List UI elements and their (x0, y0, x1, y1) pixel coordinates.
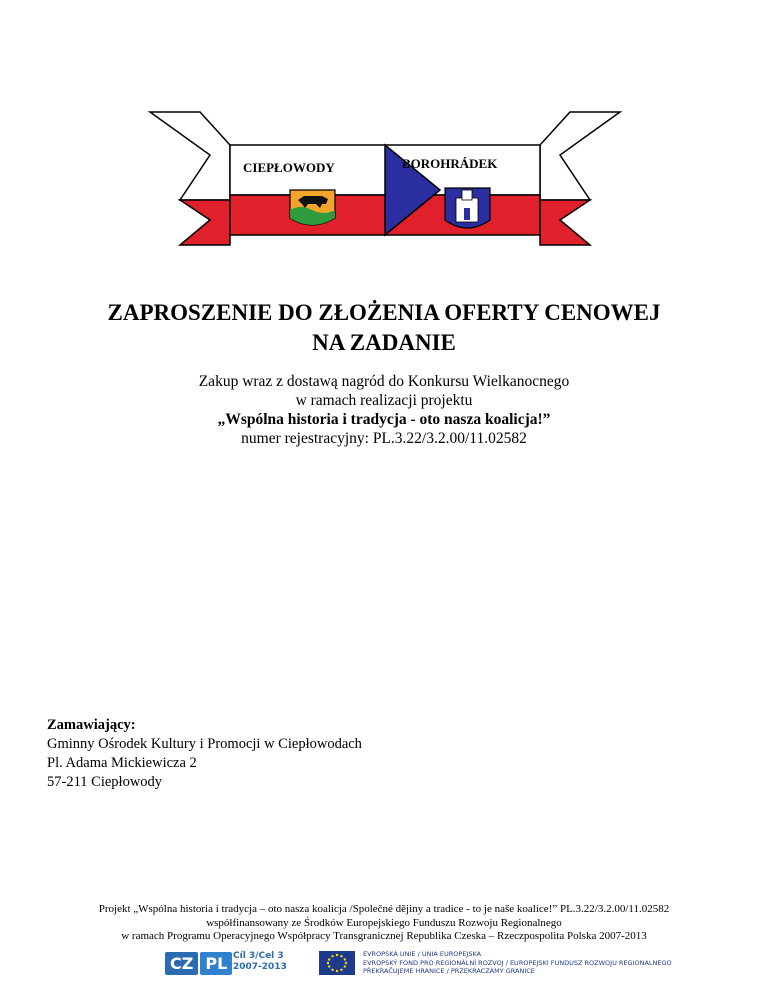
cel-line-2: 2007-2013 (233, 962, 287, 972)
title-line-2: NA ZADANIE (312, 330, 456, 355)
cel3-logo (233, 951, 287, 973)
orderer-block (47, 716, 362, 792)
partnership-banner-logo (140, 100, 630, 250)
registration-number: numer rejestracyjny: PL.3.22/3.2.00/11.02582 (241, 430, 527, 447)
logo-pl: PL (200, 952, 232, 975)
logo-cz: CZ (165, 952, 198, 975)
eu-line-1: EVROPSKÁ UNIE / UNIA EUROPEJSKA (363, 950, 482, 958)
cel-line-1: Cíl 3/Cel 3 (233, 951, 284, 961)
borohradek-coat-of-arms-icon (445, 188, 490, 228)
right-ribbon-tail (540, 112, 620, 200)
subtitle-line-2: w ramach realizacji projektu (295, 392, 473, 409)
footer-line-3: w ramach Programu Operacyjnego Współpracy Transgranicznej Republika Czeska – Rzeczpospolita Polska 2007-2013 (121, 930, 647, 942)
footer-line-2: współfinansowany ze Środków Europejskiego Funduszu Rozwoju Regionalnego (206, 916, 562, 929)
eu-line-2: EVROPSKÝ FOND PRO REGIONÁLNÍ ROZVOJ / EUROPEJSKI FUNDUSZ ROZWOJU REGIONALNEGO (363, 958, 672, 967)
orderer-label: Zamawiający: (47, 717, 136, 733)
footer-logos (165, 950, 672, 976)
cz-pl-logo (165, 950, 232, 976)
cieplowody-coat-of-arms-icon (290, 190, 335, 225)
title-line-1: ZAPROSZENIE DO ZŁOŻENIA OFERTY CENOWEJ (107, 300, 661, 325)
left-ribbon-tail (150, 112, 230, 200)
page-title (0, 298, 768, 358)
orderer-street: Pl. Adama Mickiewicza 2 (47, 755, 197, 771)
subtitle-line-1: Zakup wraz z dostawą nagród do Konkursu Wielkanocnego (198, 373, 570, 390)
banner-right-label: BOROHRÁDEK (402, 156, 498, 171)
task-description (0, 372, 768, 448)
eu-text (363, 950, 672, 976)
orderer-name: Gminny Ośrodek Kultury i Promocji w Ciepłowodach (47, 736, 362, 752)
eu-line-3: PŘEKRAČUJEME HRANICE / PRZEKRACZAMY GRANICE (363, 967, 535, 976)
eu-flag-icon (319, 951, 355, 975)
footer-text (0, 903, 768, 944)
orderer-city: 57-211 Ciepłowody (47, 774, 163, 790)
banner-left-label: CIEPŁOWODY (243, 160, 335, 175)
project-name: „Wspólna historia i tradycja - oto nasza koalicja!” (217, 411, 551, 428)
footer-line-1: Projekt „Wspólna historia i tradycja – oto nasza koalicja /Společné dějiny a tradice - to je naše koalice!” PL.3.22/3.2.00/11.02582 (98, 903, 670, 915)
